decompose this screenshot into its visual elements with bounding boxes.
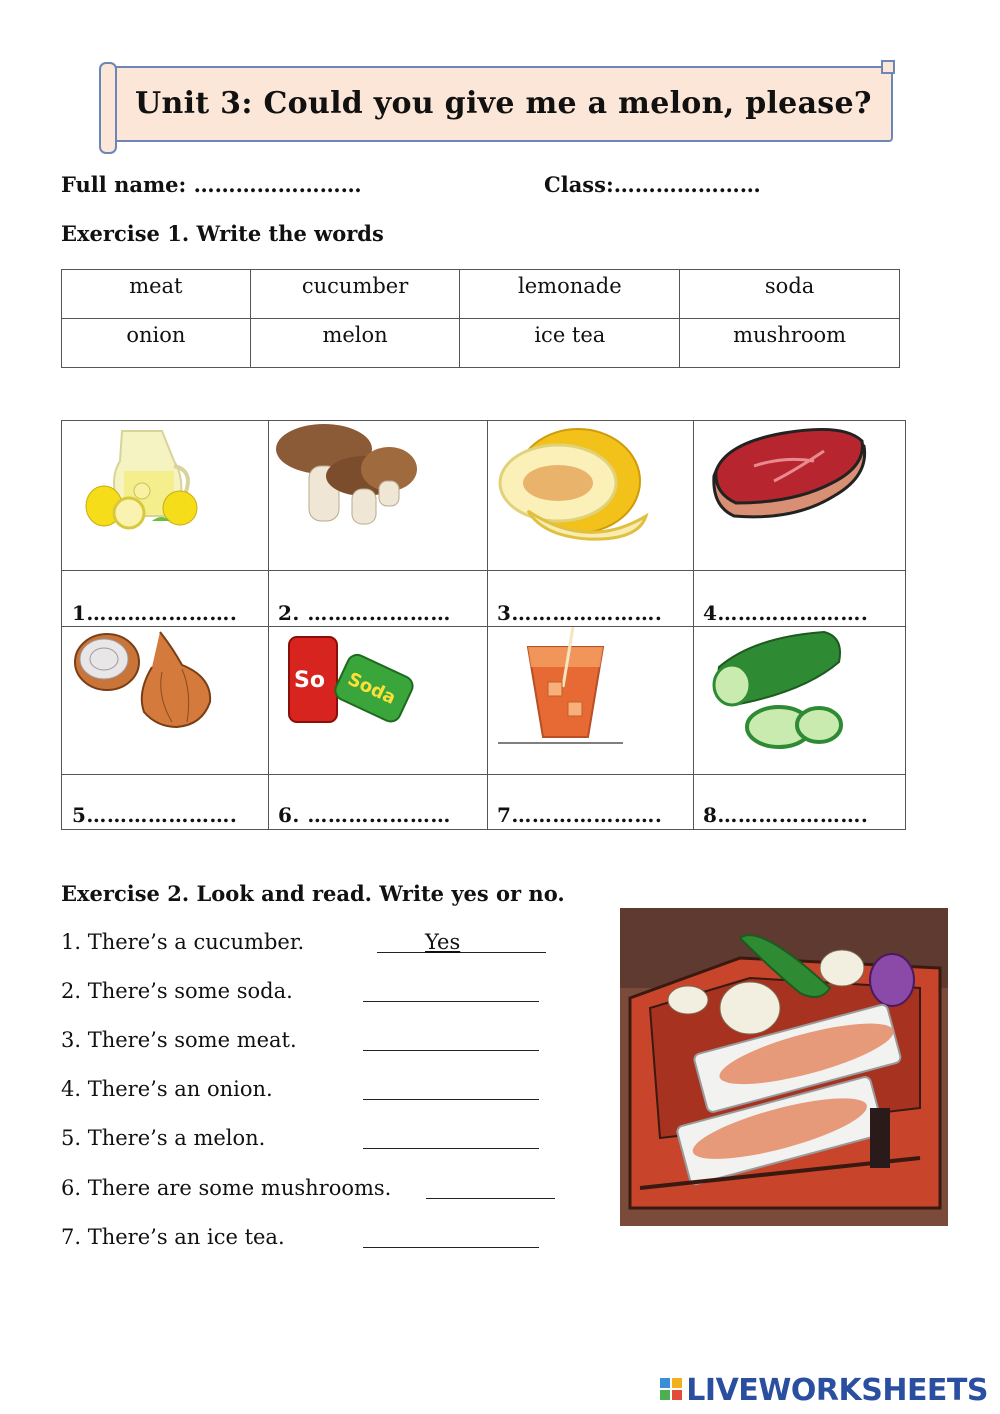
table-row	[62, 270, 900, 319]
picture-cell	[487, 420, 694, 571]
picnic-basket-picture	[620, 908, 948, 1226]
answer-input[interactable]	[363, 1099, 539, 1100]
answer-input[interactable]	[426, 1198, 555, 1199]
answer-input[interactable]	[363, 1148, 539, 1149]
meat-icon	[694, 421, 905, 570]
exercise2-heading: Exercise 2. Look and read. Write yes or no.	[61, 881, 565, 906]
ice-tea-icon	[488, 627, 693, 774]
answer-input[interactable]	[377, 952, 546, 953]
answer-cell[interactable]	[268, 570, 488, 627]
picture-grid	[61, 420, 906, 830]
title-banner	[105, 66, 893, 142]
question-text: 6. There are some mushrooms.	[61, 1176, 392, 1200]
full-name-field[interactable]: Full name: ……………………	[61, 172, 362, 197]
svg-text:Soda: Soda	[344, 668, 399, 709]
picture-cell	[487, 626, 694, 775]
answer-cell[interactable]	[693, 570, 906, 627]
question-text: 1. There’s a cucumber.	[61, 930, 305, 954]
picture-cell	[61, 420, 269, 571]
answer-value: Yes	[425, 930, 461, 954]
mushroom-icon	[269, 421, 487, 570]
cucumber-icon	[694, 627, 905, 774]
answer-input[interactable]	[363, 1050, 539, 1051]
picture-cell	[693, 420, 906, 571]
picture-cell	[693, 626, 906, 775]
answer-cell[interactable]	[487, 570, 694, 627]
question-text: 4. There’s an onion.	[61, 1077, 273, 1101]
word-bank-table	[61, 269, 900, 368]
answer-label: 4………………….	[703, 601, 869, 625]
picture-cell	[268, 420, 488, 571]
word-cell: soda	[680, 270, 900, 319]
lemonade-icon	[62, 421, 268, 570]
answer-cell[interactable]	[487, 774, 694, 830]
svg-text:So: So	[294, 668, 325, 693]
word-cell: onion	[62, 319, 251, 368]
picture-cell	[61, 626, 269, 775]
word-cell: cucumber	[250, 270, 460, 319]
question-text: 3. There’s some meat.	[61, 1028, 297, 1052]
liveworksheets-logo	[660, 1373, 988, 1408]
answer-label: 6. …………………	[278, 803, 451, 827]
answer-label: 2. …………………	[278, 601, 451, 625]
logo-text: LIVEWORKSHEETS	[686, 1373, 988, 1408]
word-cell: ice tea	[460, 319, 680, 368]
answer-label: 3………………….	[497, 601, 663, 625]
word-cell: meat	[62, 270, 251, 319]
question-text: 7. There’s an ice tea.	[61, 1225, 285, 1249]
question-text: 5. There’s a melon.	[61, 1126, 266, 1150]
onion-icon	[62, 627, 268, 774]
answer-cell[interactable]	[61, 774, 269, 830]
answer-cell[interactable]	[693, 774, 906, 830]
word-cell: melon	[250, 319, 460, 368]
answer-input[interactable]	[363, 1001, 539, 1002]
exercise1-heading: Exercise 1. Write the words	[61, 221, 384, 246]
melon-icon	[488, 421, 693, 570]
answer-label: 5………………….	[72, 803, 238, 827]
answer-cell[interactable]	[61, 570, 269, 627]
word-cell: lemonade	[460, 270, 680, 319]
picnic-basket-icon	[620, 908, 948, 1226]
question-text: 2. There’s some soda.	[61, 979, 293, 1003]
table-row	[62, 319, 900, 368]
logo-mark-icon	[660, 1378, 682, 1400]
answer-label: 8………………….	[703, 803, 869, 827]
answer-label: 1………………….	[72, 601, 238, 625]
answer-cell[interactable]	[268, 774, 488, 830]
answer-input[interactable]	[363, 1247, 539, 1248]
soda-icon	[269, 627, 487, 774]
word-cell: mushroom	[680, 319, 900, 368]
answer-label: 7………………….	[497, 803, 663, 827]
worksheet-title: Unit 3: Could you give me a melon, please?	[135, 86, 872, 121]
picture-cell	[268, 626, 488, 775]
class-field[interactable]: Class:…………………	[544, 172, 761, 197]
